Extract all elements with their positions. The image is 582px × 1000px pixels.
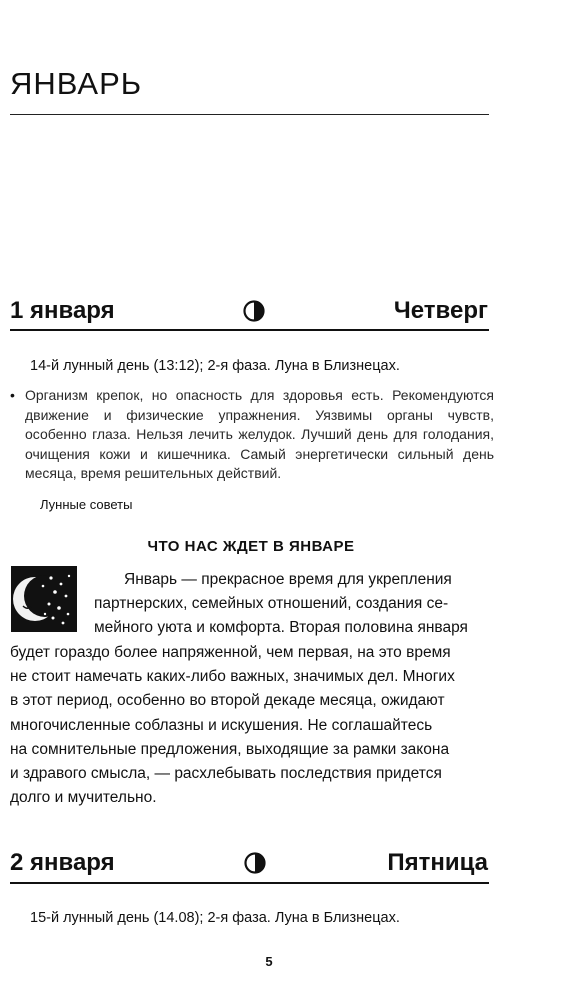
day-1-advice [10, 386, 494, 484]
section-paragraph-top [94, 568, 492, 641]
advice-text: Организм крепок, но опасность для здоровья есть. Рекомендуются движение и физические упражнения. Уязвимы органы чувств, особенно глаза. Нельзя лечить желудок. Лучший день для голодания, очищения кожи и кишечника. Самый энергетически сильный день месяца, время решительных действий. [25, 387, 494, 481]
paragraph-line: многочисленные соблазны и искушения. Не соглашайтесь [10, 716, 433, 734]
page-number: 5 [265, 954, 273, 969]
paragraph-line: и здравого смысла, — расхлебывать последствия придется [10, 765, 442, 783]
day-2-divider [10, 882, 489, 884]
section-heading: ЧТО НАС ЖДЕТ В ЯНВАРЕ [147, 538, 355, 555]
moon-face-icon [11, 566, 77, 632]
day-1-phase-line: 14-й лунный день (13:12); 2-я фаза. Луна в Близнецах. [30, 358, 400, 374]
day-1-divider [10, 329, 489, 331]
section-label: Лунные советы [40, 497, 133, 512]
half-moon-icon [243, 300, 265, 322]
paragraph-line: долго и мучительно. [10, 789, 157, 807]
day-1-weekday: Четверг [393, 297, 488, 324]
paragraph-line: Январь — прекрасное время для укрепления [124, 571, 452, 588]
day-2-weekday: Пятница [387, 849, 488, 876]
paragraph-line: партнерских, семейных отношений, создания се- [94, 595, 449, 613]
half-moon-icon [244, 852, 266, 874]
paragraph-line: на сомнительные предложения, выходящие за рамки закона [10, 740, 450, 758]
section-paragraph-bottom [10, 641, 494, 810]
month-divider [10, 114, 489, 115]
paragraph-line: в этот период, особенно во второй декаде месяца, ожидают [10, 692, 445, 710]
day-1-date: 1 января [10, 297, 115, 324]
paragraph-line: мейного уюта и комфорта. Вторая половина января [94, 619, 468, 637]
day-2-date: 2 января [10, 849, 115, 876]
paragraph-line: не стоит намечать каких-либо важных, значимых дел. Многих [10, 668, 455, 686]
day-2-phase-line: 15-й лунный день (14.08); 2-я фаза. Луна в Близнецах. [30, 910, 400, 926]
month-title: ЯНВАРЬ [10, 66, 143, 101]
paragraph-line: будет гораздо более напряженной, чем первая, на это время [10, 644, 451, 661]
bullet-marker: • [10, 387, 15, 403]
